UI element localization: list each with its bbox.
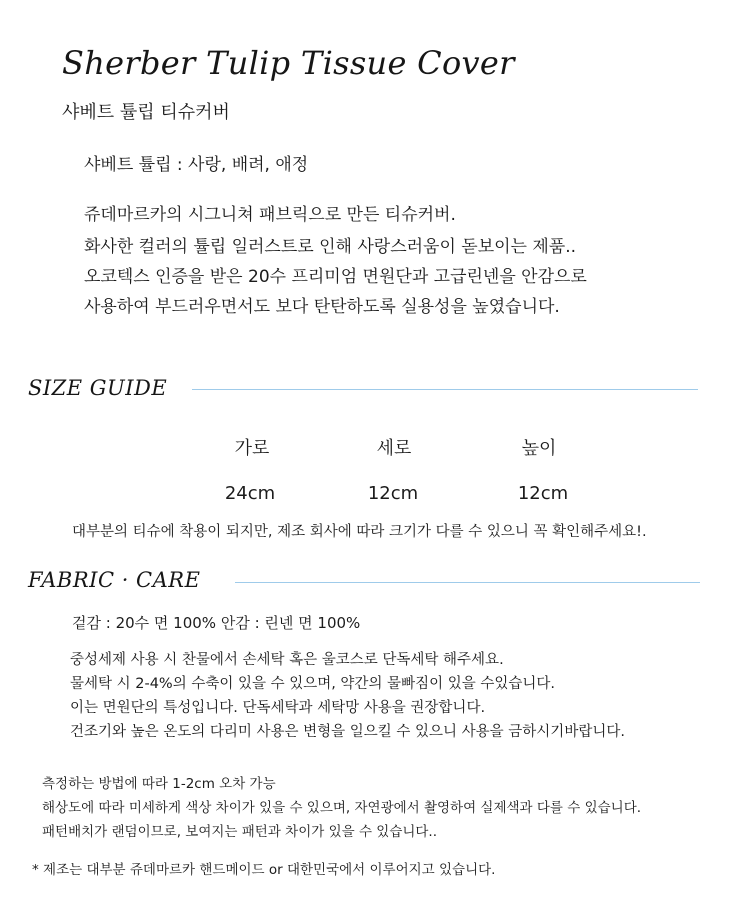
size-label-depth: 세로	[376, 438, 412, 459]
size-value-depth: 12cm	[367, 483, 419, 504]
size-value-height: 12cm	[517, 483, 569, 504]
manufacturing-note: * 제조는 대부분 쥬데마르카 핸드메이드 or 대한민국에서 이루어지고 있습니다.	[32, 862, 496, 878]
care-line: 물세탁 시 2-4%의 수축이 있을 수 있으며, 약간의 물빠짐이 있을 수있습니다.	[70, 676, 555, 692]
notice-line: 해상도에 따라 미세하게 색상 차이가 있을 수 있으며, 자연광에서 촬영하여 실제색과 다를 수 있습니다.	[42, 800, 642, 816]
notice-line: 측정하는 방법에 따라 1-2cm 오차 가능	[42, 776, 276, 792]
description-line: 사용하여 부드러우면서도 보다 탄탄하도록 실용성을 높였습니다.	[84, 297, 560, 317]
size-note: 대부분의 티슈에 착용이 되지만, 제조 회사에 따라 크기가 다를 수 있으니 꼭 확인해주세요!.	[72, 524, 647, 540]
product-subtitle: 샤베트 튤립 티슈커버	[62, 102, 230, 123]
product-title: Sherber Tulip Tissue Cover	[62, 44, 515, 82]
care-line: 중성세제 사용 시 찬물에서 손세탁 혹은 울코스로 단독세탁 해주세요.	[70, 652, 504, 668]
size-label-width: 가로	[234, 438, 270, 459]
fabric-material: 겉감 : 20수 면 100% 안감 : 린넨 면 100%	[72, 614, 361, 632]
notice-line: 패턴배치가 랜덤이므로, 보여지는 패턴과 차이가 있을 수 있습니다..	[42, 824, 438, 840]
product-description	[84, 232, 587, 322]
size-guide-heading: SIZE GUIDE	[28, 376, 168, 400]
care-line: 이는 면원단의 특성입니다. 단독세탁과 세탁망 사용을 권장합니다.	[70, 700, 486, 716]
notice-list	[42, 772, 641, 844]
size-guide-rule	[192, 389, 698, 390]
size-value-width: 24cm	[224, 483, 276, 504]
care-instructions	[70, 648, 625, 744]
tulip-meaning: 샤베트 튤립 : 사랑, 배려, 애정	[84, 155, 309, 175]
size-label-height: 높이	[521, 438, 557, 459]
description-line: 오코텍스 인증을 받은 20수 프리미엄 면원단과 고급린넨을 안감으로	[84, 267, 587, 287]
care-line: 건조기와 높은 온도의 다리미 사용은 변형을 일으킬 수 있으니 사용을 금하시기바랍니다.	[70, 724, 625, 740]
fabric-care-heading: FABRIC · CARE	[28, 568, 201, 592]
product-intro: 쥬데마르카의 시그니쳐 패브릭으로 만든 티슈커버.	[84, 205, 456, 225]
fabric-care-rule	[235, 582, 700, 583]
description-line: 화사한 컬러의 튤립 일러스트로 인해 사랑스러움이 돋보이는 제품..	[84, 237, 577, 257]
